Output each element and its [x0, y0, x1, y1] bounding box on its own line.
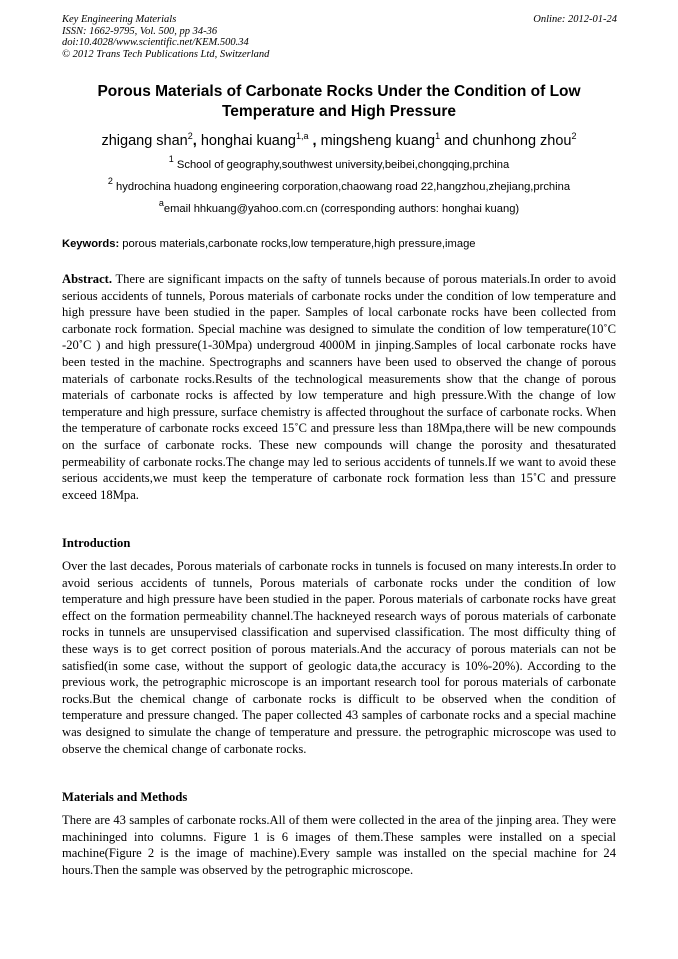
- author-name: mingsheng kuang: [320, 133, 436, 149]
- affiliation-1: [62, 154, 616, 172]
- author-affiliation-mark: 2: [571, 131, 577, 141]
- author-separator: ,: [308, 133, 321, 149]
- journal-doi: doi:10.4028/www.scientific.net/KEM.500.34: [62, 37, 249, 49]
- author-separator: ,: [192, 133, 201, 149]
- author-name: zhigang shan: [101, 133, 188, 149]
- abstract-paragraph: [62, 271, 616, 503]
- affiliation-mark: 1: [168, 154, 174, 164]
- author-affiliation-mark: 2: [187, 131, 193, 141]
- abstract-label: Abstract.: [62, 272, 113, 286]
- methods-heading: Materials and Methods: [62, 790, 188, 804]
- keywords-label: Keywords:: [62, 238, 120, 250]
- author-affiliation-mark: 1,a: [295, 131, 309, 141]
- online-date: Online: 2012-01-24: [533, 14, 617, 25]
- affiliation-mark: a: [158, 198, 164, 208]
- keywords-text: porous materials,carbonate rocks,low temperature,high pressure,image: [119, 238, 476, 250]
- introduction-heading: Introduction: [62, 536, 131, 550]
- introduction-paragraph: Over the last decades, Porous materials of carbonate rocks in tunnels is focused on many interests.In order to avoid serious accidents of tunnels, Porous materials of carbonate rocks under the condition of low temperature and high pressure have been studied in the paper. Porous materials of carbonate rocks have great effect on the formation permeability channel.The hackneyed research ways of porous materials of carbonate rocks in tunnels are unsupervised classification and supervised classification. The most difficulty thing of these ways is to get correct position of porous materials.And the accuracy of porous materials can not be satisfied(in some case, without the support of geologic data,the accuracy is 10%-20%). According to the previous work, the petrographic microscope is an important research tool for porous materials of carbonate rocks.But the chemical change of carbonate rocks is difficult to be observed when the condition of temperature and pressure changed. The paper collected 43 samples of carbonate rocks and a special machine was designed to simulate the change of temperature and pressure. the petrographic microscope was used to observe the chemical change of carbonate rocks.: [62, 559, 616, 756]
- abstract-text: There are significant impacts on the safty of tunnels because of porous materials.In order to avoid serious accidents of tunnels, Porous materials of carbonate rocks under the condition of low temperature and high pressure have been studied in the paper. Samples of local carbonate rocks have been collected from carbonate rock formation. Special machine was designed to simulate the condition of low temperature(10˚C -20˚C ) and high pressure(1-30Mpa) undergroud 4000M in jinping.Samples of local carbonate rocks have been tested in the machine. Spectrographs and scanners have been used to observed the change of porous materials of carbonate rocks.Results of the technological measurements show that the change of porous materials of carbonate rocks is affected by low temperature and high pressure.With the change of low temperature and high pressure, surface chemistry is affected throughout the surface of carbonate rocks. When the temperature of carbonate rocks exceed 15˚C and pressure less than 18Mpa,there will be new compounds on the surface of carbonate rocks. These new compounds will change the porosity and thesaturated permeability of carbonate rocks.The change may led to serious accidents of tunnels.If we want to avoid these serious accidents,we must keep the temperature of carbonate rock formation less than 15˚C and pressure exceed 18Mpa.: [62, 272, 616, 502]
- journal-issn: ISSN: 1662-9795, Vol. 500, pp 34-36: [62, 25, 218, 37]
- author-name: honghai kuang: [200, 133, 296, 149]
- keywords-line: [62, 237, 616, 251]
- affiliation-2: [62, 176, 616, 194]
- author-affiliation-mark: 1: [435, 131, 441, 141]
- paper-title: Porous Materials of Carbonate Rocks Under the Condition of Low Temperature and High Pressure: [97, 83, 581, 120]
- journal-copyright: © 2012 Trans Tech Publications Ltd, Switzerland: [62, 48, 270, 60]
- affiliation-mark: 2: [107, 176, 113, 186]
- author-name: chunhong zhou: [472, 133, 572, 149]
- author-list: [62, 131, 616, 151]
- affiliation-text: email hhkuang@yahoo.com.cn (corresponding authors: honghai kuang): [163, 203, 520, 215]
- author-separator: and: [440, 133, 473, 149]
- journal-name: Key Engineering Materials: [62, 14, 177, 25]
- affiliation-text: School of geography,southwest university,beibei,chongqing,prchina: [173, 159, 510, 171]
- affiliation-text: hydrochina huadong engineering corporation,chaowang road 22,hangzhou,zhejiang,prchina: [112, 181, 571, 193]
- journal-header: [62, 14, 617, 60]
- methods-paragraph: There are 43 samples of carbonate rocks.All of them were collected in the area of the jinping area. They were machininged into columns. Figure 1 is 6 images of them.These samples were installed on a special machine(Figure 2 is the image of machine).Every sample was installed on the special machine for 24 hours.Then the sample was observed by the petrographic microscope.: [62, 813, 616, 877]
- affiliation-email: [62, 198, 616, 216]
